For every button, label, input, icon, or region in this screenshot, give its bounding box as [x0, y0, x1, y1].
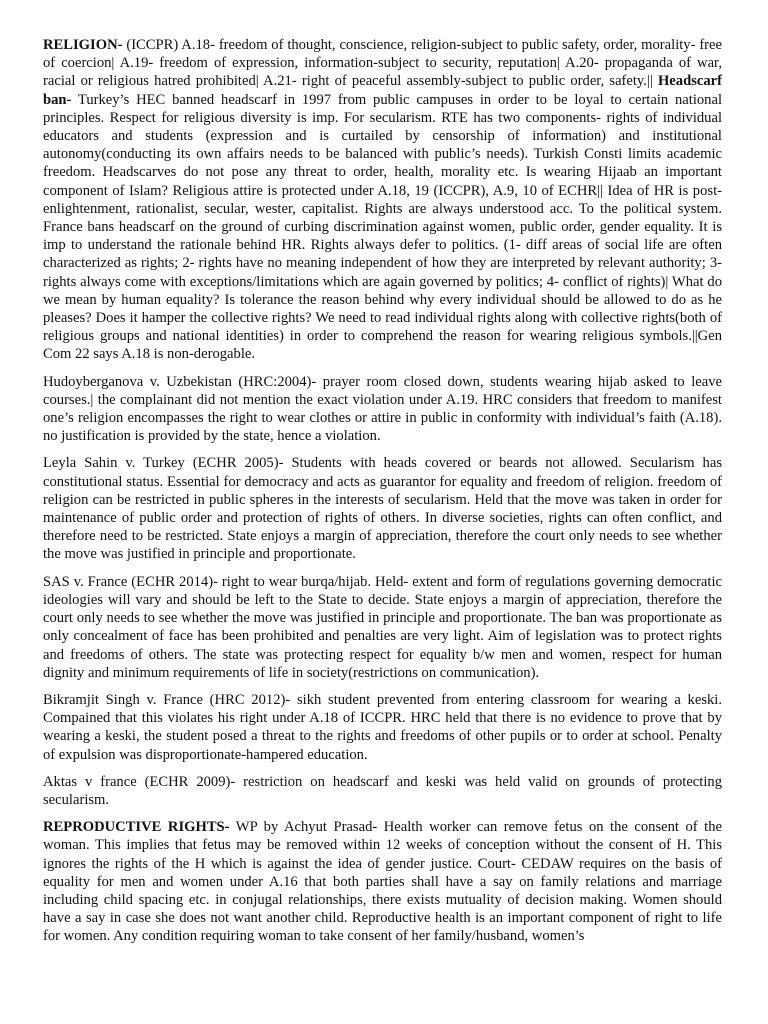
sas-france-paragraph: SAS v. France (ECHR 2014)- right to wear burqa/hijab. Held- extent and form of regulations governing democratic ideologies will vary and should be left to the State to decide. State enjoys a margin of appreciation, therefore the court only needs to see whether the move was justified in principle and proportionate. The ban was proportionate as only concealment of face has been prohibited and penalties are very light. Aim of legislation was to protect rights and freedoms of others. The state was protecting respect for equality b/w men and women, respect for human dignity and minimum requirements of life in society(restrictions on communication). [43, 573, 722, 681]
bikramjit-singh-paragraph: Bikramjit Singh v. France (HRC 2012)- sikh student prevented from entering classroom for wearing a keski. Compained that this violates his right under A.18 of ICCPR. HRC held that there is no evidence to prove that by wearing a keski, the student posed a threat to the rights and freedoms of other pupils or to order at school. Penalty of expulsion was disproportionate-hampered education. [43, 691, 722, 763]
reproductive-rights-heading: REPRODUCTIVE RIGHTS- [43, 819, 230, 836]
religion-paragraph [43, 36, 722, 364]
religion-text-2: Turkey’s HEC banned headscarf in 1997 from public campuses in order to be loyal to certain national principles. Respect for religious diversity is imp. For secularism. RTE has two components- rights of individual educators and students (expression and is curtailed by censorship of information) and institutional autonomy(conducting its own affairs needs to be balanced with public’s needs). Turkish Consti limits academic freedom. Headscarves do not pose any threat to order, health, morality etc. Is wearing Hijaab an important component of Islam? Religious attire is protected under A.18, 19 (ICCPR), A.9, 10 of ECHR|| Idea of HR is post-enlightenment, rationalist, secular, wester, capitalist. Rights are always understood acc. To the political system. France bans headscarf on the ground of curbing discrimination against women, public order, gender equality. It is imp to understand the rationale behind HR. Rights always defer to politics. (1- diff areas of social life are often characterized as rights; 2- rights have no meaning independent of how they are interpreted by relevant authority; 3- rights always come with exceptions/limitations which are again governed by politics; 4- conflict of rights)| What do we mean by human equality? Is tolerance the reason behind why every individual should be allowed to do as he pleases? Does it hamper the collective rights? We need to read individual rights along with collective rights(both of religious groups and national identities) in order to comprehend the reason for wearing religious symbols.||Gen Com 22 says A.18 is non-derogable. [43, 91, 722, 363]
reproductive-rights-paragraph [43, 818, 722, 945]
headscarf-ban-heading: Headscarf ban- [43, 73, 722, 108]
hudoyberganova-paragraph: Hudoyberganova v. Uzbekistan (HRC:2004)- prayer room closed down, students wearing hijab asked to leave courses.| the complainant did not mention the exact violation under A.19. HRC considers that freedom to manifest one’s religion encompasses the right to wear clothes or attire in public in conformity with individual’s faith (A.18). no justification is provided by the state, hence a violation. [43, 373, 722, 445]
document-page [43, 36, 722, 955]
leyla-sahin-paragraph: Leyla Sahin v. Turkey (ECHR 2005)- Students with heads covered or beards not allowed. Secularism has constitutional status. Essential for democracy and acts as guarantor for equality and freedom of religion. freedom of religion can be restricted in public spheres in the interests of secularism. Held that the move was taken in order for maintenance of public order and protection of rights of others. In diverse societies, rights can often conflict, and therefore need to be restricted. State enjoys a margin of appreciation, therefore the court only needs to see whether the move was justified in principle and proportionate. [43, 455, 722, 563]
aktas-paragraph: Aktas v france (ECHR 2009)- restriction on headscarf and keski was held valid on grounds of protecting secularism. [43, 773, 722, 808]
religion-heading: RELIGION- [43, 37, 123, 53]
reproductive-rights-text: WP by Achyut Prasad- Health worker can remove fetus on the consent of the woman. This implies that fetus may be removed within 12 weeks of conception without the consent of H. This ignores the rights of the H which is against the idea of gender justice. Court- CEDAW requires on the basis of equality for men and women under A.16 that both parties shall have a say on family relations and marriage including child spacing etc. in conjugal relationships, there exists mutuality of decision making. Women should have a say in case she does not want another child. Reproductive health is an important component of right to life for women. Any condition requiring woman to take consent of her family/husband, women’s [43, 819, 723, 945]
religion-text-1: (ICCPR) A.18- freedom of thought, conscience, religion-subject to public safety, order, morality- free of coercion| A.19- freedom of expression, information-subject to security, reputation| A.20- propaganda of war, racial or religious hatred prohibited| A.21- right of peaceful assembly-subject to public order, safety.|| [43, 37, 722, 90]
